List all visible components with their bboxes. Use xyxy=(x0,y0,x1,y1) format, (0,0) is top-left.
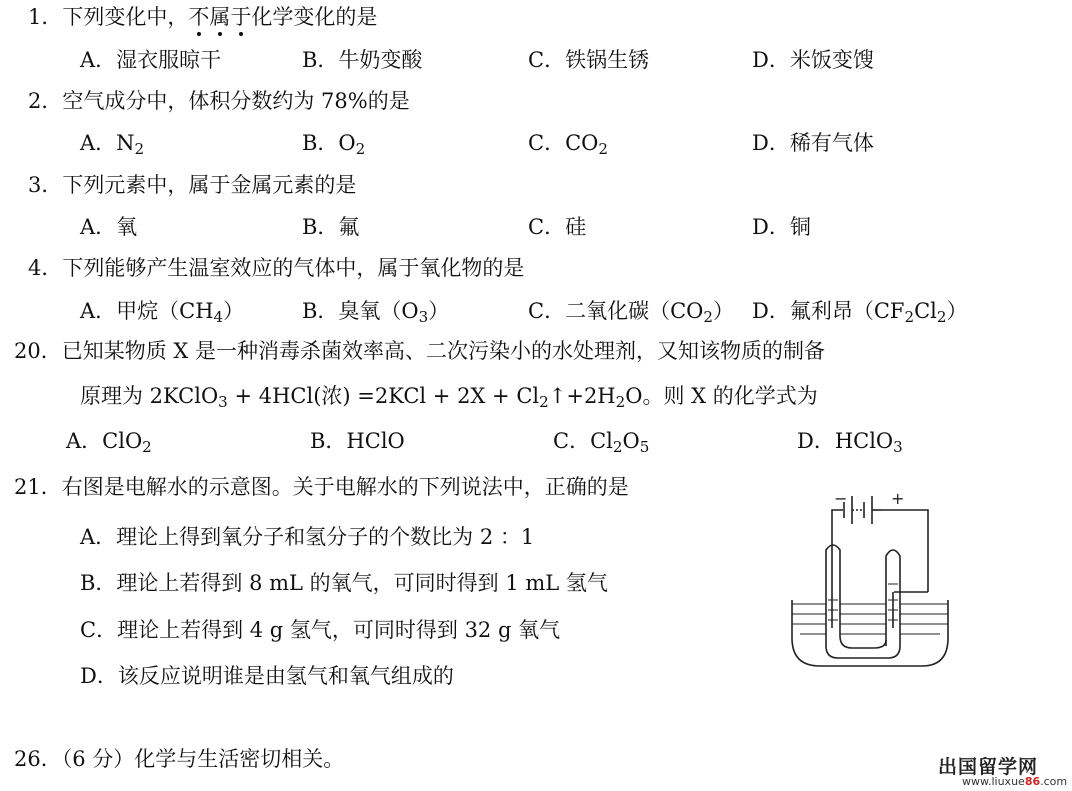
watermark-url: www.liuxue86.com xyxy=(962,775,1068,788)
q4-number: 4． xyxy=(28,256,63,280)
q3-stem xyxy=(28,171,356,199)
watermark-name: 出国留学网 xyxy=(938,756,1039,778)
q1-emphasis-char: 于 xyxy=(230,5,252,29)
water-trough xyxy=(792,600,948,666)
tube-connector xyxy=(826,636,900,658)
q1-option-a: A．湿衣服晾干 xyxy=(80,48,222,72)
q21-option-d: D．该反应说明谁是由氢气和氧气组成的 xyxy=(80,664,454,688)
q4-stem-text: 下列能够产生温室效应的气体中，属于氧化物的是 xyxy=(62,256,525,280)
q3-option-c: C．硅 xyxy=(528,215,587,239)
q21-stem xyxy=(14,473,629,501)
q20-option-a: A．ClO$_2$ xyxy=(66,429,152,457)
q3-option-a: A．氧 xyxy=(80,215,138,239)
left-test-tube xyxy=(826,545,840,646)
negative-terminal-label: − xyxy=(834,489,848,508)
q21-option-b: B．理论上若得到 8 mL 的氧气，可同时得到 1 mL 氢气 xyxy=(80,571,608,595)
q4-option-b: B．臭氧$(O_3)$ xyxy=(302,299,450,327)
q1-stem xyxy=(28,3,377,31)
q4-stem xyxy=(28,254,524,282)
q2-option-d: D．稀有气体 xyxy=(752,131,874,155)
q21-stem-text: 右图是电解水的示意图。关于电解水的下列说法中，正确的是 xyxy=(61,475,629,499)
q3-option-d: D．铜 xyxy=(752,215,811,239)
q4-option-c: C．二氧化碳$(CO_2)$ xyxy=(528,299,734,327)
q21-option-a: A．理论上得到氧分子和氢分子的个数比为 2 ：1 xyxy=(80,525,535,549)
q1-number: 1． xyxy=(28,5,63,29)
q3-number: 3． xyxy=(28,173,63,197)
q3-stem-text: 下列元素中，属于金属元素的是 xyxy=(62,173,357,197)
q2-stem-text: 空气成分中，体积分数约为 78%的是 xyxy=(62,89,410,113)
q20-option-d: D．HClO$_3$ xyxy=(797,429,903,457)
q4-option-a: A．甲烷$(CH_4)$ xyxy=(80,299,245,327)
q20-stem-text: 已知某物质 X 是一种消毒杀菌效率高、二次污染小的水处理剂，又知该物质的制备 xyxy=(61,339,826,363)
q4-option-d: D．氟利昂$(CF_2Cl_2)$ xyxy=(752,299,968,327)
electrolysis-diagram xyxy=(780,488,952,678)
circuit-wire xyxy=(832,510,843,592)
q1-emphasis-char: 属 xyxy=(209,5,231,29)
q2-option-a: A．$N_2$ xyxy=(80,131,145,159)
watermark-logo xyxy=(932,752,1068,788)
q20-stem-line2: 原理为 2KClO$_3$ + 4HCl(浓) $=2KCl + 2X + Cl_2↑+2H_2O$。则 X 的化学式为 xyxy=(80,384,818,412)
q20-option-b: B．HClO xyxy=(310,429,405,453)
q2-option-b: B．$O_2$ xyxy=(302,131,366,159)
q1-option-b: B．牛奶变酸 xyxy=(302,48,423,72)
q2-stem xyxy=(28,87,410,115)
q21-option-c: C．理论上若得到 4 g 氢气，可同时得到 32 g 氧气 xyxy=(80,618,561,642)
q2-number: 2． xyxy=(28,89,63,113)
q3-option-b: B．氟 xyxy=(302,215,360,239)
q1-option-d: D．米饭变馊 xyxy=(752,48,874,72)
q1-stem-text: 化学变化的是 xyxy=(251,5,378,29)
q21-number: 21． xyxy=(14,475,62,499)
q20-stem-line1 xyxy=(14,337,825,365)
circuit-wire xyxy=(881,510,928,592)
q2-option-c: C．$CO_2$ xyxy=(528,131,608,159)
q20-option-c: C．$Cl_2O_5$ xyxy=(553,429,650,457)
q1-emphasis-char: 不 xyxy=(188,5,210,29)
q20-number: 20． xyxy=(14,339,62,363)
q1-option-c: C．铁锅生锈 xyxy=(528,48,650,72)
q1-stem-text: 下列变化中， xyxy=(62,5,189,29)
q26-stem: 26．（6 分）化学与生活密切相关。 xyxy=(14,747,345,771)
positive-terminal-label: + xyxy=(891,489,905,508)
